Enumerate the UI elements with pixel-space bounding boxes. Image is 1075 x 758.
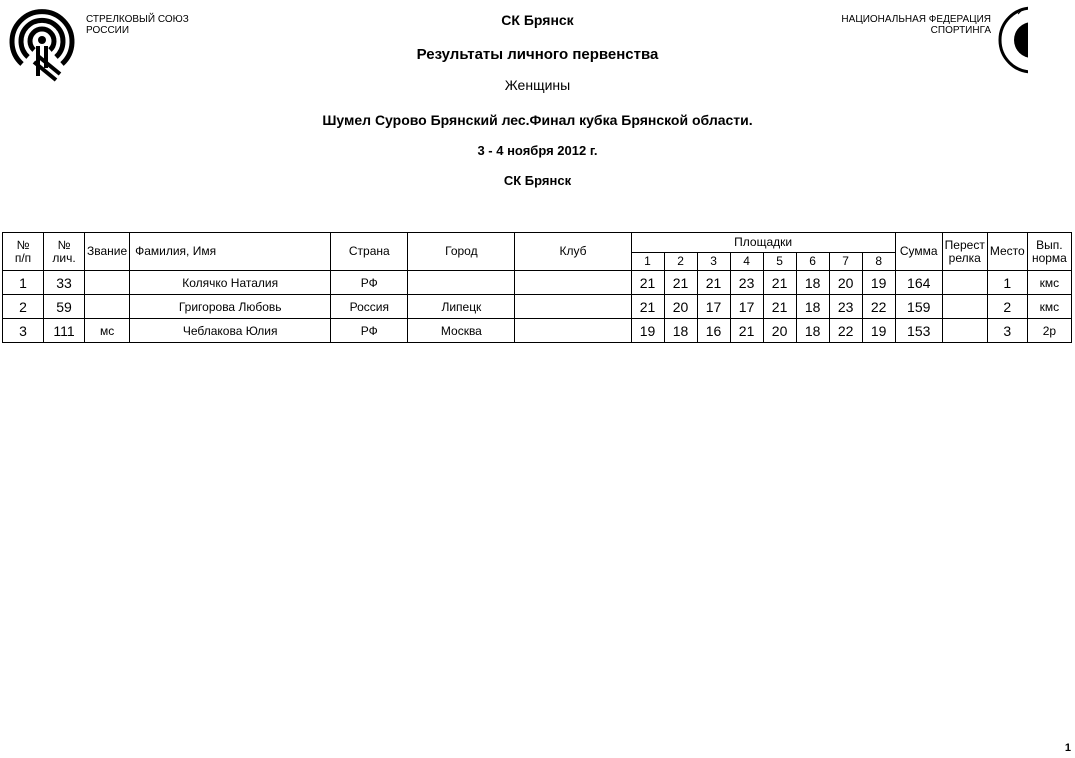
col-header-place: Место xyxy=(987,233,1027,271)
cell-score: 19 xyxy=(862,319,895,343)
col-header-station-4: 4 xyxy=(730,253,763,271)
col-header-bib-line1: № xyxy=(57,237,71,252)
col-header-bib xyxy=(44,233,85,271)
col-header-norm-line2: норма xyxy=(1031,250,1067,265)
cell-name: Григорова Любовь xyxy=(130,295,331,319)
cell-score: 18 xyxy=(796,319,829,343)
col-header-station-5: 5 xyxy=(763,253,796,271)
cell-score: 21 xyxy=(763,295,796,319)
col-header-rank: Звание xyxy=(85,233,130,271)
cell-rank xyxy=(85,271,130,295)
org-left-line-1: СТРЕЛКОВЫЙ СОЮЗ xyxy=(86,14,189,25)
cell-score: 21 xyxy=(697,271,730,295)
event-date: 3 - 4 ноября 2012 г. xyxy=(477,143,598,158)
cell-country: РФ xyxy=(331,319,408,343)
cell-sum: 153 xyxy=(895,319,942,343)
col-header-city: Город xyxy=(408,233,515,271)
col-header-bib-line2: лич. xyxy=(52,250,76,265)
cell-norm: 2р xyxy=(1027,319,1071,343)
cell-score: 23 xyxy=(730,271,763,295)
cell-club xyxy=(515,271,631,295)
cell-score: 18 xyxy=(796,271,829,295)
cell-score: 19 xyxy=(631,319,664,343)
cell-score: 20 xyxy=(664,295,697,319)
cell-rank xyxy=(85,295,130,319)
col-header-stations: Площадки xyxy=(631,233,895,253)
col-header-name: Фамилия, Имя xyxy=(130,233,331,271)
cell-norm: кмс xyxy=(1027,271,1071,295)
cell-score: 18 xyxy=(664,319,697,343)
cell-score: 21 xyxy=(631,271,664,295)
cell-score: 22 xyxy=(829,319,862,343)
col-header-sum: Сумма xyxy=(895,233,942,271)
cell-name: Колячко Наталия xyxy=(130,271,331,295)
page-title: Результаты личного первенства xyxy=(416,46,659,63)
cell-city xyxy=(408,271,515,295)
col-header-shootoff-line2: релка xyxy=(948,250,981,265)
cell-score: 16 xyxy=(697,319,730,343)
cell-place: 2 xyxy=(987,295,1027,319)
cell-country: РФ xyxy=(331,271,408,295)
col-header-station-8: 8 xyxy=(862,253,895,271)
cell-score: 20 xyxy=(829,271,862,295)
cell-bib: 111 xyxy=(44,319,85,343)
cell-bib: 59 xyxy=(44,295,85,319)
cell-place: 1 xyxy=(987,271,1027,295)
cell-score: 23 xyxy=(829,295,862,319)
cell-city: Липецк xyxy=(408,295,515,319)
cell-score: 17 xyxy=(697,295,730,319)
category-title: Женщины xyxy=(504,77,571,93)
cell-club xyxy=(515,319,631,343)
cell-city: Москва xyxy=(408,319,515,343)
cell-sum: 164 xyxy=(895,271,942,295)
table-row xyxy=(3,319,1072,343)
cell-score: 21 xyxy=(730,319,763,343)
col-header-station-3: 3 xyxy=(697,253,730,271)
event-venue: СК Брянск xyxy=(503,173,572,188)
cell-rank: мс xyxy=(85,319,130,343)
cell-club xyxy=(515,295,631,319)
col-header-country: Страна xyxy=(331,233,408,271)
cell-score: 22 xyxy=(862,295,895,319)
results-table xyxy=(2,232,1072,343)
col-header-num-line2: п/п xyxy=(14,250,32,265)
cell-score: 21 xyxy=(631,295,664,319)
org-left-line-2: РОССИИ xyxy=(86,25,130,36)
cell-score: 17 xyxy=(730,295,763,319)
col-header-station-1: 1 xyxy=(631,253,664,271)
cell-name: Чеблакова Юлия xyxy=(130,319,331,343)
org-right-line-1: НАЦИОНАЛЬНАЯ ФЕДЕРАЦИЯ xyxy=(841,14,991,25)
col-header-club: Клуб xyxy=(515,233,631,271)
col-header-norm-line1: Вып. xyxy=(1036,237,1063,252)
cell-shootoff xyxy=(942,319,987,343)
col-header-station-7: 7 xyxy=(829,253,862,271)
col-header-num-line1: № xyxy=(16,237,30,252)
event-title: Шумел Сурово Брянский лес.Финал кубка Брянской области. xyxy=(322,112,753,128)
col-header-shootoff xyxy=(942,233,987,271)
col-header-shootoff-line1: Перест xyxy=(944,237,985,252)
cell-country: Россия xyxy=(331,295,408,319)
cell-sum: 159 xyxy=(895,295,942,319)
col-header-station-6: 6 xyxy=(796,253,829,271)
cell-norm: кмс xyxy=(1027,295,1071,319)
cell-bib: 33 xyxy=(44,271,85,295)
cell-num: 1 xyxy=(3,271,44,295)
page-number: 1 xyxy=(1064,742,1071,754)
club-title: СК Брянск xyxy=(501,12,574,28)
cell-place: 3 xyxy=(987,319,1027,343)
table-row xyxy=(3,271,1072,295)
cell-score: 18 xyxy=(796,295,829,319)
cell-shootoff xyxy=(942,271,987,295)
cell-shootoff xyxy=(942,295,987,319)
org-right-line-2: СПОРТИНГА xyxy=(930,25,991,36)
cell-score: 19 xyxy=(862,271,895,295)
cell-score: 21 xyxy=(664,271,697,295)
cell-num: 3 xyxy=(3,319,44,343)
cell-score: 20 xyxy=(763,319,796,343)
cell-num: 2 xyxy=(3,295,44,319)
col-header-num xyxy=(3,233,44,271)
table-row xyxy=(3,295,1072,319)
cell-score: 21 xyxy=(763,271,796,295)
col-header-norm xyxy=(1027,233,1071,271)
col-header-station-2: 2 xyxy=(664,253,697,271)
